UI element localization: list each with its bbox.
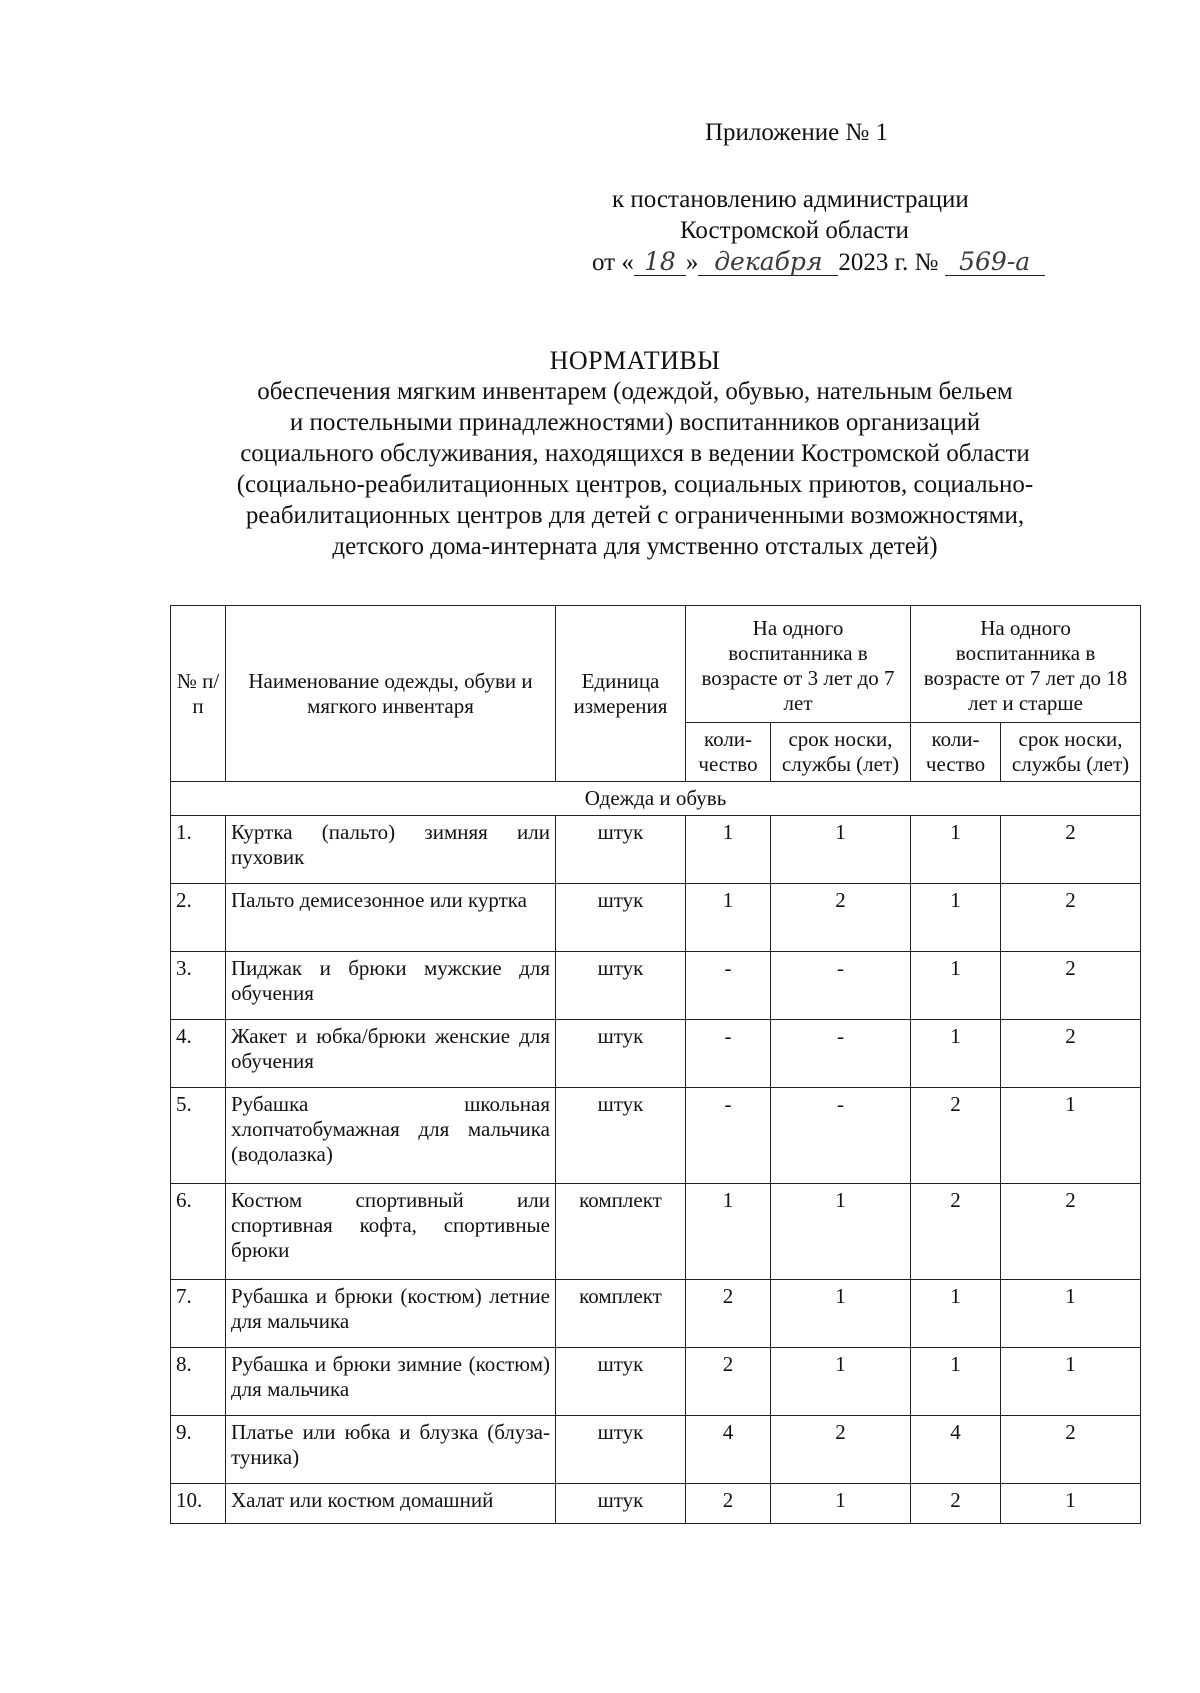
qty-3-7: - bbox=[686, 1088, 771, 1184]
item-unit: штук bbox=[556, 1088, 686, 1184]
qty-3-7: 1 bbox=[686, 884, 771, 952]
term-7-18: 2 bbox=[1001, 884, 1141, 952]
title-line: социального обслуживания, находящихся в ведении Костромской области bbox=[240, 440, 1030, 467]
item-unit: штук bbox=[556, 816, 686, 884]
item-name: Халат или костюм домашний bbox=[226, 1484, 556, 1524]
qty-3-7: 1 bbox=[686, 1184, 771, 1280]
header-qty: коли-чество bbox=[911, 723, 1001, 782]
term-7-18: 1 bbox=[1001, 1280, 1141, 1348]
item-unit: штук bbox=[556, 1484, 686, 1524]
term-7-18: 1 bbox=[1001, 1484, 1141, 1524]
qty-7-18: 4 bbox=[911, 1416, 1001, 1484]
term-3-7: 1 bbox=[771, 1184, 911, 1280]
table-header-row bbox=[171, 606, 1141, 723]
qty-3-7: - bbox=[686, 952, 771, 1020]
row-number: 3. bbox=[171, 952, 226, 1020]
item-unit: штук bbox=[556, 1416, 686, 1484]
qty-7-18: 2 bbox=[911, 1088, 1001, 1184]
header-unit: Единица измерения bbox=[556, 606, 686, 782]
qty-3-7: 1 bbox=[686, 816, 771, 884]
term-3-7: - bbox=[771, 952, 911, 1020]
row-number: 7. bbox=[171, 1280, 226, 1348]
item-name: Рубашка и брюки (костюм) летние для мальчика bbox=[226, 1280, 556, 1348]
term-3-7: 1 bbox=[771, 1348, 911, 1416]
term-7-18: 2 bbox=[1001, 1416, 1141, 1484]
term-7-18: 2 bbox=[1001, 816, 1141, 884]
term-3-7: - bbox=[771, 1020, 911, 1088]
title-line: (социально-реабилитационных центров, социальных приютов, социально- bbox=[236, 471, 1034, 498]
item-name: Пиджак и брюки мужские для обучения bbox=[226, 952, 556, 1020]
qty-3-7: 4 bbox=[686, 1416, 771, 1484]
term-7-18: 2 bbox=[1001, 952, 1141, 1020]
table-row bbox=[171, 1020, 1141, 1088]
date-day: 18 bbox=[634, 249, 686, 276]
item-name: Рубашка и брюки зимние (костюм) для мальчика bbox=[226, 1348, 556, 1416]
row-number: 9. bbox=[171, 1416, 226, 1484]
term-7-18: 1 bbox=[1001, 1088, 1141, 1184]
row-number: 5. bbox=[171, 1088, 226, 1184]
item-name: Жакет и юбка/брюки женские для обучения bbox=[226, 1020, 556, 1088]
header-num: № п/п bbox=[171, 606, 226, 782]
qty-7-18: 1 bbox=[911, 1280, 1001, 1348]
item-unit: комплект bbox=[556, 1280, 686, 1348]
term-3-7: 1 bbox=[771, 816, 911, 884]
qty-3-7: 2 bbox=[686, 1280, 771, 1348]
table-row bbox=[171, 1416, 1141, 1484]
header-group-7-18: На одного воспитанника в возрасте от 7 лет до 18 лет и старше bbox=[911, 606, 1141, 723]
item-name: Костюм спортивный или спортивная кофта, спортивные брюки bbox=[226, 1184, 556, 1280]
item-unit: штук bbox=[556, 884, 686, 952]
table-row bbox=[171, 1184, 1141, 1280]
term-3-7: 1 bbox=[771, 1280, 911, 1348]
qty-3-7: - bbox=[686, 1020, 771, 1088]
header-qty: коли-чество bbox=[686, 723, 771, 782]
row-number: 1. bbox=[171, 816, 226, 884]
qty-7-18: 1 bbox=[911, 816, 1001, 884]
item-name: Пальто демисезонное или куртка bbox=[226, 884, 556, 952]
title-line: реабилитационных центров для детей с ограниченными возможностями, bbox=[245, 502, 1025, 529]
item-name: Платье или юбка и блузка (блуза-туника) bbox=[226, 1416, 556, 1484]
term-7-18: 2 bbox=[1001, 1184, 1141, 1280]
table-row bbox=[171, 1088, 1141, 1184]
title-line: обеспечения мягким инвентарем (одеждой, обувью, нательным бельем bbox=[257, 378, 1013, 405]
header-term: срок носки, службы (лет) bbox=[1001, 723, 1141, 782]
qty-7-18: 1 bbox=[911, 1348, 1001, 1416]
resolution-date-line: от « 18 » декабря 2023 г. № 569-а bbox=[592, 248, 1045, 278]
qty-7-18: 1 bbox=[911, 952, 1001, 1020]
row-number: 4. bbox=[171, 1020, 226, 1088]
table-row bbox=[171, 952, 1141, 1020]
resolution-line-1: к постановлению администрации bbox=[612, 186, 969, 213]
table-row bbox=[171, 1348, 1141, 1416]
term-3-7: - bbox=[771, 1088, 911, 1184]
term-7-18: 1 bbox=[1001, 1348, 1141, 1416]
title-line: и постельными принадлежностями) воспитанников организаций bbox=[289, 409, 981, 436]
item-unit: штук bbox=[556, 1020, 686, 1088]
row-number: 10. bbox=[171, 1484, 226, 1524]
term-3-7: 2 bbox=[771, 1416, 911, 1484]
term-3-7: 1 bbox=[771, 1484, 911, 1524]
row-number: 8. bbox=[171, 1348, 226, 1416]
document-title bbox=[160, 345, 1110, 562]
title-main: НОРМАТИВЫ bbox=[549, 346, 721, 375]
term-3-7: 2 bbox=[771, 884, 911, 952]
resolution-number: 569-а bbox=[945, 249, 1045, 276]
title-line: детского дома-интерната для умственно отсталых детей) bbox=[332, 533, 938, 560]
section-title: Одежда и обувь bbox=[171, 782, 1141, 816]
item-unit: штук bbox=[556, 1348, 686, 1416]
section-row bbox=[171, 782, 1141, 816]
item-name: Рубашка школьная хлопчатобумажная для мальчика (водолазка) bbox=[226, 1088, 556, 1184]
item-name: Куртка (пальто) зимняя или пуховик bbox=[226, 816, 556, 884]
table-row bbox=[171, 884, 1141, 952]
resolution-line-2: Костромской области bbox=[680, 217, 909, 244]
norms-table bbox=[170, 605, 1141, 1524]
qty-7-18: 2 bbox=[911, 1484, 1001, 1524]
header-group-3-7: На одного воспитанника в возрасте от 3 лет до 7 лет bbox=[686, 606, 911, 723]
qty-3-7: 2 bbox=[686, 1484, 771, 1524]
row-number: 2. bbox=[171, 884, 226, 952]
table-row bbox=[171, 1280, 1141, 1348]
row-number: 6. bbox=[171, 1184, 226, 1280]
table-row bbox=[171, 1484, 1141, 1524]
qty-3-7: 2 bbox=[686, 1348, 771, 1416]
qty-7-18: 1 bbox=[911, 1020, 1001, 1088]
term-7-18: 2 bbox=[1001, 1020, 1141, 1088]
qty-7-18: 2 bbox=[911, 1184, 1001, 1280]
appendix-label: Приложение № 1 bbox=[705, 119, 889, 146]
header-name: Наименование одежды, обуви и мягкого инвентаря bbox=[226, 606, 556, 782]
item-unit: комплект bbox=[556, 1184, 686, 1280]
header-term: срок носки, службы (лет) bbox=[771, 723, 911, 782]
table-row bbox=[171, 816, 1141, 884]
qty-7-18: 1 bbox=[911, 884, 1001, 952]
item-unit: штук bbox=[556, 952, 686, 1020]
date-month: декабря bbox=[698, 249, 838, 276]
